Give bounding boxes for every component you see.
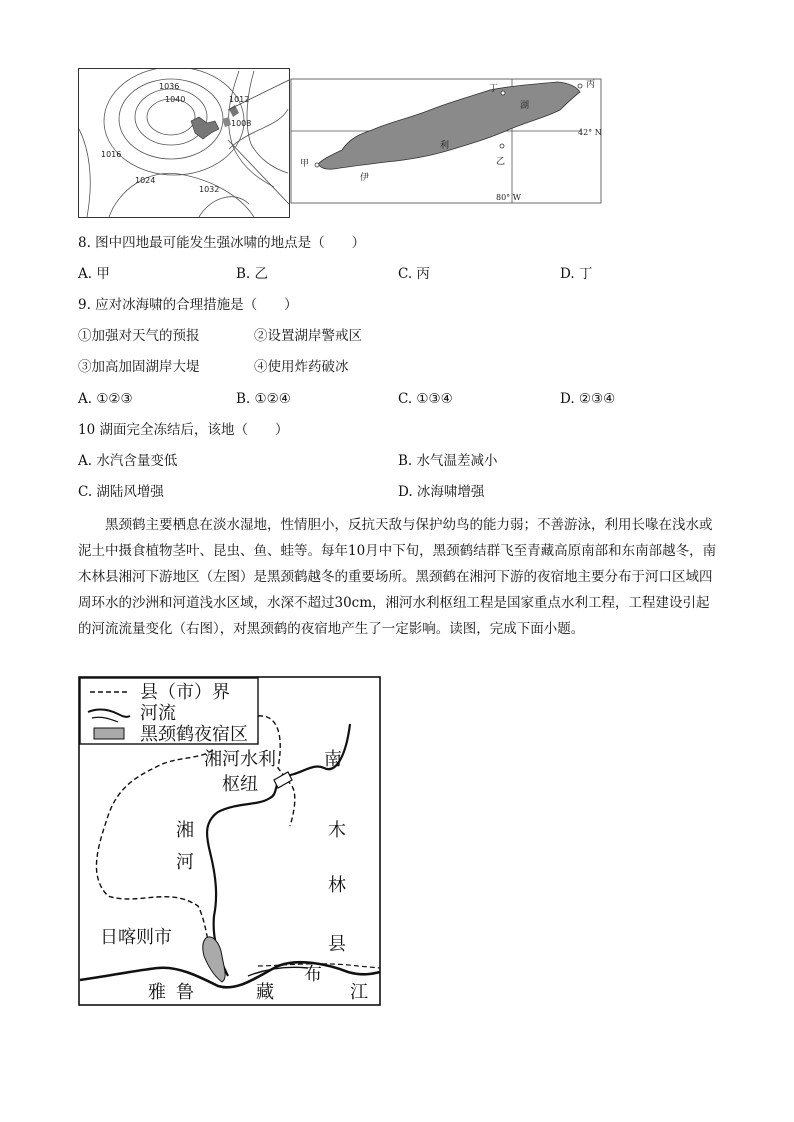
bigriver-char-4: 布	[304, 964, 322, 985]
longitude-label: 80° W	[496, 193, 521, 202]
label-li: 利	[440, 141, 450, 151]
legend-boundary: 县（市）界	[140, 682, 230, 703]
q9-option-b[interactable]: B. ①②④	[236, 391, 291, 407]
q8-option-d[interactable]: D. 丁	[560, 266, 593, 282]
river-char-2: 河	[176, 852, 194, 873]
q9-item-2: ②设置湖岸警戒区	[254, 328, 362, 344]
latitude-label: 42° N	[578, 128, 602, 137]
q8-option-b[interactable]: B. 乙	[236, 266, 269, 282]
q8-option-a[interactable]: A. 甲	[78, 266, 110, 282]
legend-river: 河流	[140, 703, 176, 724]
bigriver-char-3: 藏	[256, 982, 274, 1003]
bigriver-char-5: 江	[350, 982, 368, 1003]
q8-option-c[interactable]: C. 丙	[398, 266, 430, 282]
legend-roost: 黑颈鹤夜宿区	[140, 724, 248, 745]
county-char-4: 县	[328, 934, 346, 955]
isobar-label: 1036	[159, 82, 180, 91]
project-label-1: 湘河水利	[204, 749, 276, 770]
isobar-label: 1024	[135, 176, 156, 185]
isobar-label: 1008	[231, 119, 252, 128]
lake-map	[290, 78, 602, 204]
question-8-stem: 8. 图中四地最可能发生强冰啸的地点是（ ）	[78, 235, 366, 251]
q9-option-d[interactable]: D. ②③④	[560, 391, 616, 407]
question-9-stem: 9. 应对冰海啸的合理措施是（ ）	[78, 297, 298, 313]
city-label: 日喀则市	[100, 927, 172, 948]
river-char-1: 湘	[176, 820, 194, 841]
project-label-2: 枢纽	[222, 774, 258, 795]
q10-option-b[interactable]: B. 水气温差减小	[398, 453, 498, 469]
question-10-stem: 10 湖面完全冻结后，该地（ ）	[78, 422, 289, 438]
county-char-2: 木	[328, 820, 346, 841]
q10-option-d[interactable]: D. 冰海啸增强	[398, 484, 485, 500]
label-yi2: 乙	[496, 157, 506, 167]
county-char-1: 南	[324, 749, 342, 770]
reading-passage: 黑颈鹤主要栖息在淡水湿地，性情胆小，反抗天敌与保护幼鸟的能力弱；不善游泳，利用长喙在浅水或泥土中摄食植物茎叶、昆虫、鱼、蛙等。每年10月中下旬，黑颈鹤结群飞至青藏高原南部和东南部越冬，南木林县湘河下游地区（左图）是黑颈鹤越冬的重要场所。黑颈鹤在湘河下游的夜宿地主要分布于河口区域四周环水的沙洲和河道浅水区域，水深不超过30cm，湘河水利枢纽工程是国家重点水利工程，工程建设引起的河流流量变化（右图），对黑颈鹤的夜宿地产生了一定影响。读图，完成下面小题。	[78, 517, 717, 637]
label-yi: 伊	[360, 173, 370, 183]
isobar-label: 1016	[101, 150, 122, 159]
isobar-label: 1032	[199, 185, 220, 194]
bigriver-char-1: 雅	[148, 982, 166, 1003]
q9-option-a[interactable]: A. ①②③	[78, 391, 133, 407]
isobar-label: 1040	[165, 95, 186, 104]
label-bing: 丙	[586, 80, 596, 90]
q9-item-1: ①加强对天气的预报	[78, 328, 200, 344]
county-char-3: 林	[328, 875, 346, 896]
q10-option-a[interactable]: A. 水汽含量变低	[78, 453, 178, 469]
bigriver-char-2: 鲁	[176, 982, 194, 1003]
q9-item-3: ③加高加固湖岸大堤	[78, 359, 200, 375]
xiang-river-map	[78, 676, 381, 1006]
label-hu: 湖	[520, 101, 530, 111]
label-ding: 丁	[489, 84, 499, 94]
label-jia: 甲	[300, 159, 310, 169]
isobar-label: 1012	[229, 95, 250, 104]
q10-option-c[interactable]: C. 湖陆风增强	[78, 484, 164, 500]
q9-option-c[interactable]: C. ①③④	[398, 391, 453, 407]
q9-item-4: ④使用炸药破冰	[254, 359, 349, 375]
